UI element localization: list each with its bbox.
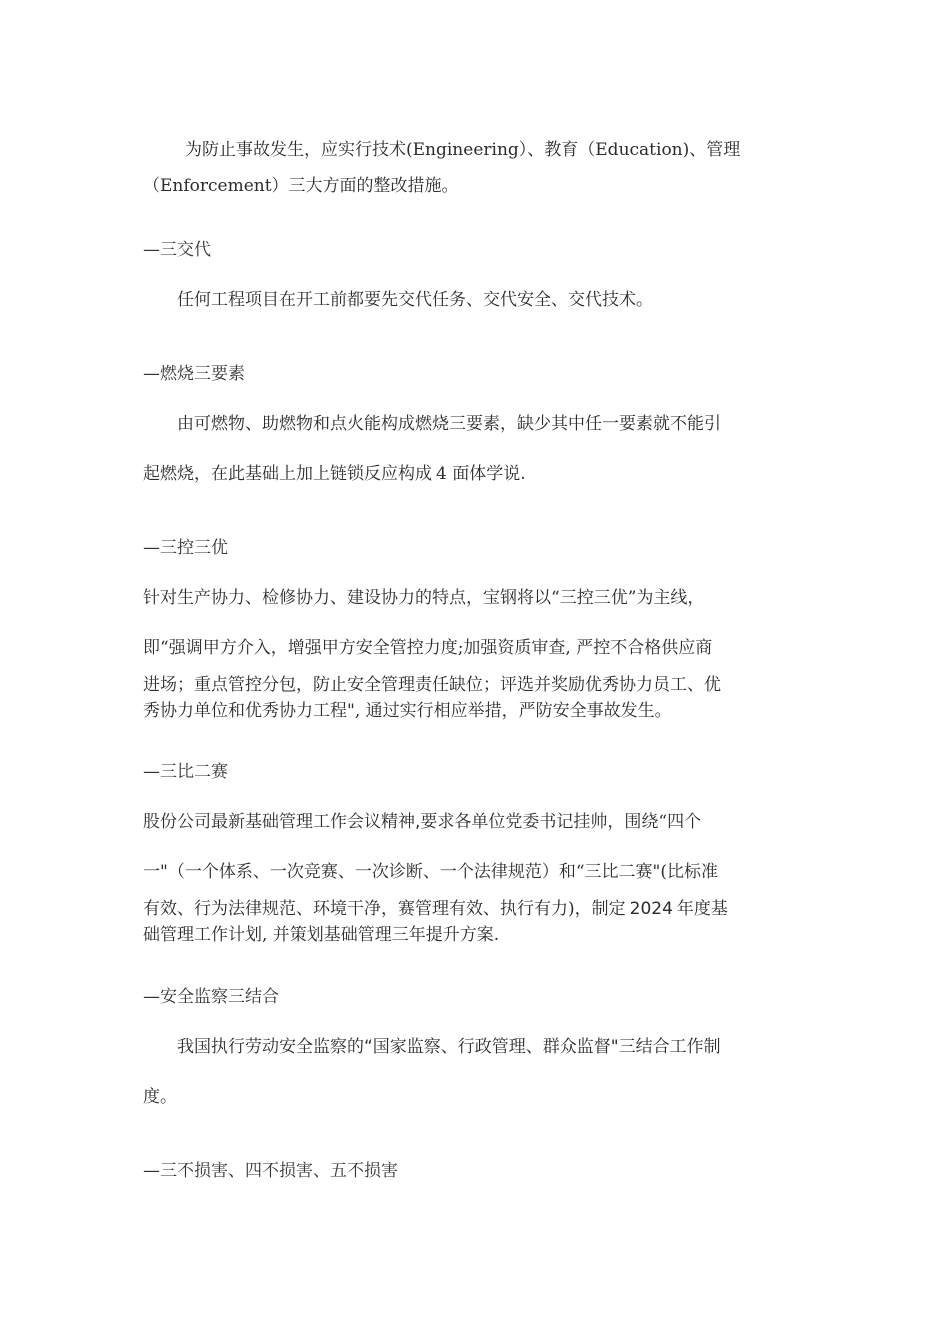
paragraph-line: 任何工程项目在开工前都要先交代任务、交代安全、交代技术。 [177,290,653,310]
paragraph-line: 我国执行劳动安全监察的“国家监察、行政管理、群众监督"三结合工作制 [177,1037,721,1057]
section-heading-sankong-sanyou: —三控三优 [143,538,228,558]
paragraph-text: 针对生产协力、检修协力、建设协力的特点，宝钢将以 [143,588,551,608]
year-number: 2024 [629,899,673,919]
paragraph-line: 度。 [143,1087,177,1107]
section-heading-san-jiaodai: —三交代 [143,240,211,260]
paragraph-text: 有效、行为法律规范、环境干净，赛管理有效、执行有力)，制定 [143,899,626,919]
paragraph-line: 一"（一个体系、一次竞赛、一次诊断、一个法律规范）和“三比二赛"(比标准 [143,862,718,882]
paragraph-line: 础管理工作计划, 并策划基础管理三年提升方案. [143,925,500,945]
paragraph-line [143,810,701,834]
section-heading-ranshao: —燃烧三要素 [143,364,245,384]
intro-text-serif: (Engineering）、教育（Education)、管理 [406,140,741,160]
paragraph-line: 由可燃物、助燃物和点火能构成燃烧三要素，缺少其中任一要素就不能引 [177,414,721,434]
intro-line-1 [185,138,740,162]
paragraph-text: 年度基 [676,899,728,919]
paragraph-text: 4 面体学说. [436,464,526,484]
paragraph-text: “三控三优”为主线， [551,588,705,608]
paragraph-line [143,586,704,610]
paragraph-text: 股份公司最新基础管理工作会议精神,要求各单位党委书记挂帅，围绕 [143,812,659,832]
intro-text-sans: 为防止事故发生，应实行技术 [185,140,406,160]
paragraph-line [143,462,526,486]
section-heading-sanbi-ersai: —三比二赛 [143,762,228,782]
section-heading-anquan-jiancha: —安全监察三结合 [143,987,279,1007]
paragraph-text: “四个 [658,812,702,832]
paragraph-line: 进场；重点管控分包，防止安全管理责任缺位；评选并奖励优秀协力员工、优 [143,675,721,695]
paragraph-line: 秀协力单位和优秀协力工程", 通过实行相应举措，严防安全事故发生。 [143,701,672,721]
intro-line-2: （Enforcement）三大方面的整改措施。 [143,176,459,196]
paragraph-line: 即“强调甲方介入，增强甲方安全管控力度;加强资质审查, 严控不合格供应商 [143,638,713,658]
paragraph-line [143,897,728,921]
section-heading-bu-sunhai: —三不损害、四不损害、五不损害 [143,1161,398,1181]
paragraph-text: 起燃烧，在此基础上加上链锁反应构成 [143,464,432,484]
